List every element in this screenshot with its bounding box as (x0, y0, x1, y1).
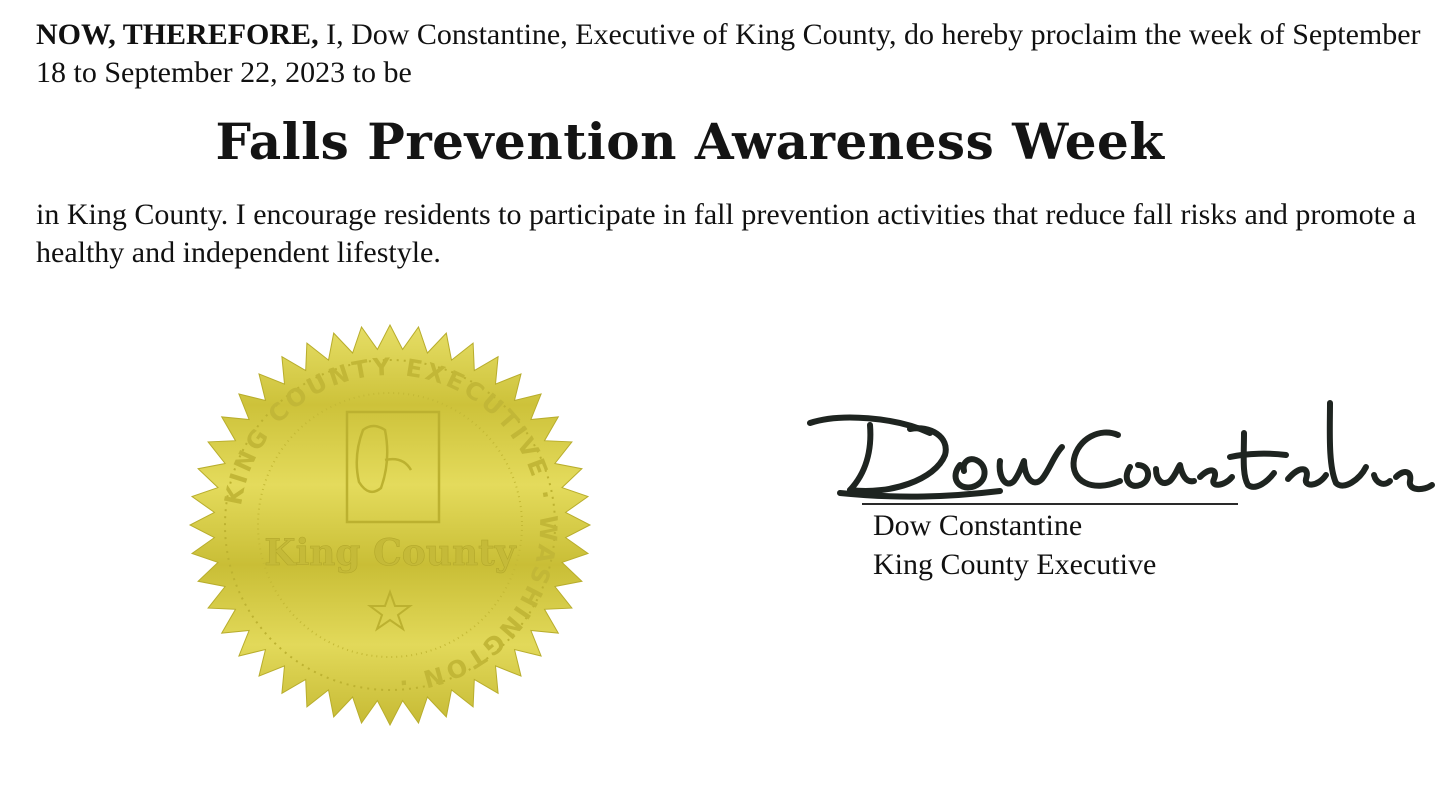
handwritten-signature (800, 395, 1440, 515)
signature-line (862, 503, 1238, 505)
gold-seal-icon (185, 320, 595, 730)
signer-name: Dow Constantine (873, 509, 1083, 542)
proclamation-closing: in King County. I encourage residents to participate in fall prevention activities that reduce fall risks and promote a healthy and independent lifestyle. (36, 198, 1417, 269)
proclamation-title: Falls Prevention Awareness Week (215, 112, 1165, 171)
signer-title: King County Executive (873, 548, 1157, 581)
proclamation-opening (36, 16, 1436, 92)
proclamation-lead-in: NOW, THEREFORE, (36, 18, 319, 51)
seal-ring-text: KING COUNTY EXECUTIVE · WASHINGTON · (219, 352, 563, 697)
seal-starburst (190, 325, 590, 725)
seal-center-text: King County (264, 532, 516, 574)
proclamation-opening-text: I, Dow Constantine, Executive of King County, do hereby proclaim the week of September 18 to September 22, 2023 to be (36, 18, 1421, 89)
